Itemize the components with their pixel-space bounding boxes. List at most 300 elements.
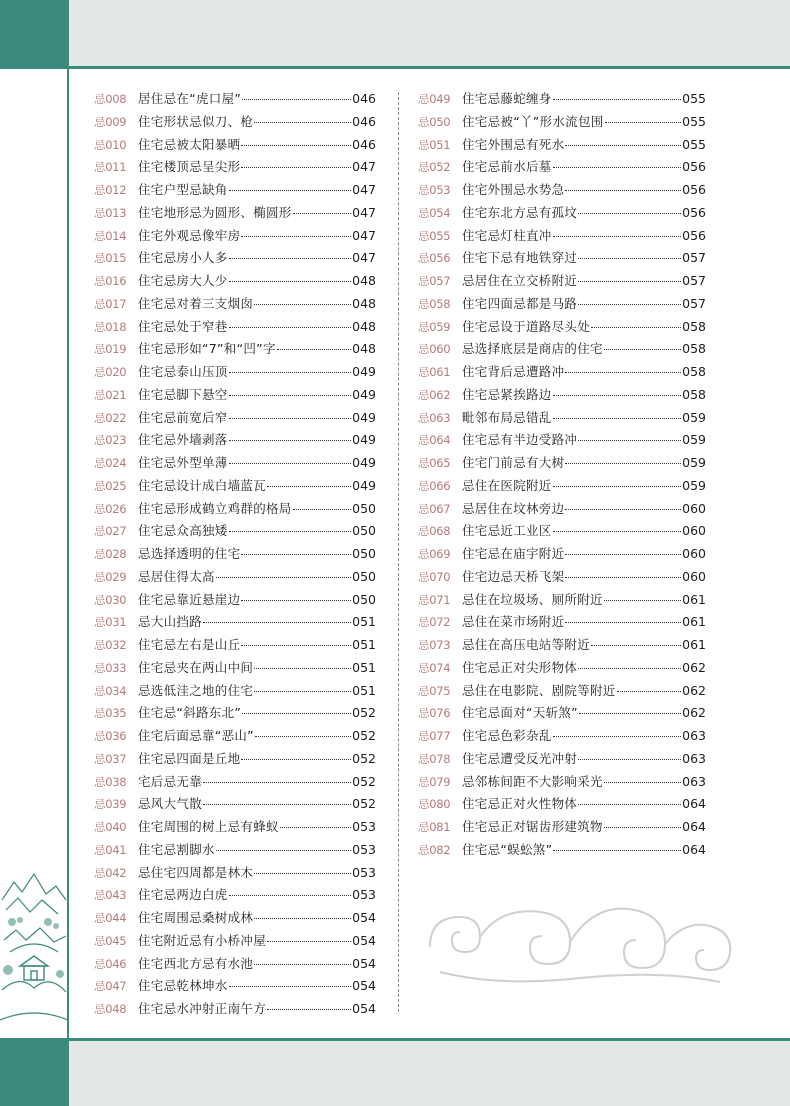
entry-code: 忌055 xyxy=(418,228,451,243)
entry-page-number: 047 xyxy=(352,227,376,243)
entry-page-number: 051 xyxy=(352,637,376,652)
entry-code: 忌031 xyxy=(94,615,127,630)
toc-entry[interactable] xyxy=(94,247,376,270)
toc-entry[interactable] xyxy=(94,793,376,816)
entry-code: 忌016 xyxy=(94,274,127,288)
entry-page-number: 061 xyxy=(682,637,706,652)
entry-title: 忌选择底层是商店的住宅 xyxy=(462,341,603,357)
dot-leader xyxy=(553,850,681,851)
entry-code: 忌059 xyxy=(418,319,451,334)
entry-page-number: 060 xyxy=(682,568,706,584)
toc-entry[interactable] xyxy=(418,839,706,862)
toc-entry[interactable] xyxy=(418,771,706,794)
toc-entry[interactable] xyxy=(94,270,376,293)
entry-page-number: 049 xyxy=(352,432,376,448)
toc-entry[interactable] xyxy=(418,270,706,293)
entry-title: 住宅形状忌似刀、枪 xyxy=(138,113,254,129)
entry-page-number: 052 xyxy=(352,773,376,789)
entry-page-number: 064 xyxy=(682,819,706,834)
entry-code: 忌074 xyxy=(418,660,451,675)
toc-entry[interactable] xyxy=(418,498,706,521)
dot-leader xyxy=(241,145,351,146)
entry-page-number: 059 xyxy=(682,409,706,425)
entry-page-number: 056 xyxy=(682,204,706,220)
entry-code: 忌058 xyxy=(418,296,451,311)
entry-title: 住宅忌被太阳暴晒 xyxy=(138,136,241,152)
dot-leader xyxy=(565,622,681,623)
toc-entry[interactable] xyxy=(418,589,706,612)
entry-title: 住宅忌乾林坤水 xyxy=(138,978,228,994)
toc-entry[interactable] xyxy=(94,498,376,521)
dot-leader xyxy=(229,463,352,464)
entry-page-number: 050 xyxy=(352,591,376,607)
entry-code: 忌073 xyxy=(418,638,451,652)
dot-leader xyxy=(578,213,681,214)
entry-page-number: 053 xyxy=(352,819,376,834)
entry-title: 住宅忌左右是山丘 xyxy=(138,637,241,652)
dot-leader xyxy=(578,258,681,259)
entry-code: 忌070 xyxy=(418,569,451,584)
entry-title: 住宅忌夹在两山中间 xyxy=(138,659,254,675)
dot-leader xyxy=(267,1009,351,1010)
dot-leader xyxy=(604,827,681,828)
entry-title: 忌居住得太高 xyxy=(138,568,215,584)
dot-leader xyxy=(229,372,352,373)
toc-entry[interactable] xyxy=(94,589,376,612)
toc-entry[interactable] xyxy=(94,407,376,430)
dot-leader xyxy=(229,986,352,987)
dot-leader xyxy=(229,440,352,441)
entry-page-number: 058 xyxy=(682,341,706,357)
dot-leader xyxy=(553,395,682,396)
dot-leader xyxy=(203,622,351,623)
toc-entry[interactable] xyxy=(94,452,376,475)
dot-leader xyxy=(617,691,682,692)
entry-title: 住宅外围忌水势急 xyxy=(462,182,565,197)
entry-title: 住宅忌房大人少 xyxy=(138,273,228,288)
entry-title: 住宅附近忌有小桥冲屋 xyxy=(138,932,267,948)
toc-entry[interactable] xyxy=(418,680,706,703)
entry-code: 忌010 xyxy=(94,137,127,152)
entry-code: 忌076 xyxy=(418,706,451,721)
toc-entry[interactable] xyxy=(94,953,376,976)
toc-entry[interactable] xyxy=(94,225,376,248)
entry-page-number: 054 xyxy=(352,955,376,971)
toc-entry[interactable] xyxy=(418,134,706,157)
toc-entry[interactable] xyxy=(94,316,376,339)
entry-code: 忌025 xyxy=(94,478,127,493)
entry-code: 忌044 xyxy=(94,911,127,925)
dot-leader xyxy=(578,804,681,805)
toc-entry[interactable] xyxy=(418,634,706,657)
dot-leader xyxy=(578,281,681,282)
entry-page-number: 053 xyxy=(352,841,376,857)
entry-title: 住宅门前忌有大树 xyxy=(462,455,565,470)
entry-title: 住宅楼顶忌呈尖形 xyxy=(138,159,241,175)
dot-leader xyxy=(229,190,352,191)
entry-code: 忌064 xyxy=(418,433,451,448)
toc-entry[interactable] xyxy=(418,702,706,725)
entry-title: 住宅东北方忌有孤坟 xyxy=(462,204,578,220)
dot-leader xyxy=(241,759,351,760)
toc-entry[interactable] xyxy=(418,293,706,316)
entry-title: 居住忌在“虎口屋” xyxy=(138,91,242,106)
dot-leader xyxy=(280,827,351,828)
entry-code: 忌077 xyxy=(418,729,451,743)
dot-leader xyxy=(241,600,351,601)
entry-page-number: 052 xyxy=(352,796,376,812)
entry-title: 忌住在垃圾场、厕所附近 xyxy=(462,591,603,607)
toc-entry[interactable] xyxy=(94,702,376,725)
entry-code: 忌009 xyxy=(94,114,127,129)
toc-entry[interactable] xyxy=(94,839,376,862)
dot-leader xyxy=(578,440,681,441)
toc-entry[interactable] xyxy=(94,429,376,452)
toc-entry[interactable] xyxy=(418,657,706,680)
dot-leader xyxy=(254,668,351,669)
entry-page-number: 048 xyxy=(352,273,376,288)
entry-title: 住宅忌藤蛇缠身 xyxy=(462,91,552,106)
toc-entry[interactable] xyxy=(94,293,376,316)
entry-title: 住宅四面忌都是马路 xyxy=(462,295,578,311)
entry-code: 忌034 xyxy=(94,683,127,698)
dot-leader xyxy=(229,395,352,396)
entry-title: 忌邻栋间距不大影响采光 xyxy=(462,773,603,789)
entry-page-number: 054 xyxy=(352,978,376,994)
dot-leader xyxy=(604,349,681,350)
entry-code: 忌014 xyxy=(94,228,127,243)
toc-entry[interactable] xyxy=(94,384,376,407)
dot-leader xyxy=(578,304,681,305)
entry-code: 忌078 xyxy=(418,751,451,766)
entry-page-number: 054 xyxy=(352,910,376,925)
entry-page-number: 052 xyxy=(352,705,376,721)
toc-entry[interactable] xyxy=(94,657,376,680)
entry-page-number: 054 xyxy=(352,932,376,948)
dot-leader xyxy=(254,691,351,692)
dot-leader xyxy=(267,941,351,942)
toc-entry[interactable] xyxy=(418,407,706,430)
entry-page-number: 064 xyxy=(682,796,706,812)
toc-entry[interactable] xyxy=(94,680,376,703)
toc-entry[interactable] xyxy=(94,748,376,771)
toc-entry[interactable] xyxy=(94,566,376,589)
entry-title: 忌选择透明的住宅 xyxy=(138,546,241,561)
entry-code: 忌020 xyxy=(94,365,127,379)
dot-leader xyxy=(216,850,351,851)
toc-entry[interactable] xyxy=(418,452,706,475)
corner-block-bottom xyxy=(0,1040,68,1106)
entry-code: 忌011 xyxy=(94,160,127,175)
entry-page-number: 060 xyxy=(682,500,706,516)
toc-entry[interactable] xyxy=(94,975,376,998)
entry-title: 忌选低洼之地的住宅 xyxy=(138,682,254,698)
entry-page-number: 057 xyxy=(682,250,706,266)
dot-leader xyxy=(229,327,352,328)
toc-entry[interactable] xyxy=(418,793,706,816)
entry-code: 忌018 xyxy=(94,319,127,334)
dot-leader xyxy=(553,236,682,237)
entry-title: 住宅外围忌有死水 xyxy=(462,136,565,152)
toc-entry[interactable] xyxy=(418,429,706,452)
dot-leader xyxy=(216,577,351,578)
toc-entry[interactable] xyxy=(418,247,706,270)
dot-leader xyxy=(229,281,352,282)
entry-page-number: 051 xyxy=(352,614,376,630)
toc-entry[interactable] xyxy=(418,816,706,839)
dot-leader xyxy=(203,804,351,805)
entry-code: 忌038 xyxy=(94,774,127,789)
entry-page-number: 058 xyxy=(682,318,706,334)
entry-code: 忌075 xyxy=(418,683,451,698)
entry-page-number: 047 xyxy=(352,250,376,266)
toc-entry[interactable] xyxy=(418,179,706,202)
entry-code: 忌051 xyxy=(418,137,451,152)
toc-entry[interactable] xyxy=(418,225,706,248)
dot-leader xyxy=(605,122,682,123)
top-bar xyxy=(68,0,790,68)
entry-title: 住宅周围的树上忌有蜂蚁 xyxy=(138,819,279,834)
entry-code: 忌071 xyxy=(418,592,451,607)
toc-entry[interactable] xyxy=(94,930,376,953)
entry-page-number: 060 xyxy=(682,523,706,539)
toc-entry[interactable] xyxy=(94,111,376,134)
entry-code: 忌050 xyxy=(418,114,451,129)
toc-entry[interactable] xyxy=(94,816,376,839)
toc-entry[interactable] xyxy=(94,361,376,384)
entry-title: 毗邻布局忌错乱 xyxy=(462,409,552,425)
toc-entry[interactable] xyxy=(418,384,706,407)
entry-title: 住宅忌色彩杂乱 xyxy=(462,728,552,743)
entry-page-number: 046 xyxy=(352,113,376,129)
entry-code: 忌081 xyxy=(418,820,451,834)
entry-title: 住宅忌割脚水 xyxy=(138,841,215,857)
entry-code: 忌049 xyxy=(418,92,451,106)
entry-page-number: 060 xyxy=(682,546,706,561)
entry-page-number: 055 xyxy=(682,91,706,106)
entry-code: 忌069 xyxy=(418,547,451,561)
entry-code: 忌072 xyxy=(418,615,451,630)
toc-entry[interactable] xyxy=(94,179,376,202)
entry-code: 忌040 xyxy=(94,820,127,834)
dot-leader xyxy=(604,782,681,783)
entry-code: 忌028 xyxy=(94,547,127,561)
dot-leader xyxy=(553,418,682,419)
entry-title: 忌居住在坟林旁边 xyxy=(462,500,565,516)
entry-title: 住宅忌房小人多 xyxy=(138,250,228,266)
toc-entry[interactable] xyxy=(418,88,706,111)
entry-code: 忌017 xyxy=(94,296,127,311)
entry-code: 忌082 xyxy=(418,842,451,857)
entry-page-number: 051 xyxy=(352,682,376,698)
toc-entry[interactable] xyxy=(418,316,706,339)
entry-title: 住宅忌正对尖形物体 xyxy=(462,659,578,675)
toc-entry[interactable] xyxy=(94,725,376,748)
toc-entry[interactable] xyxy=(94,771,376,794)
frame-line-top xyxy=(0,66,790,69)
toc-entry[interactable] xyxy=(94,634,376,657)
entry-page-number: 059 xyxy=(682,432,706,448)
toc-entry[interactable] xyxy=(418,202,706,225)
entry-code: 忌079 xyxy=(418,774,451,789)
entry-title: 住宅忌处于窄巷 xyxy=(138,318,228,334)
entry-page-number: 048 xyxy=(352,341,376,357)
entry-code: 忌026 xyxy=(94,501,127,516)
dot-leader xyxy=(553,486,682,487)
entry-code: 忌048 xyxy=(94,1002,127,1016)
entry-page-number: 050 xyxy=(352,523,376,539)
entry-title: 住宅忌有半边受路冲 xyxy=(462,432,578,448)
entry-title: 忌住在电影院、剧院等附近 xyxy=(462,682,616,698)
entry-code: 忌066 xyxy=(418,478,451,493)
entry-code: 忌012 xyxy=(94,183,127,197)
toc-entry[interactable] xyxy=(418,566,706,589)
dot-leader xyxy=(553,736,682,737)
toc-entry[interactable] xyxy=(94,156,376,179)
auspicious-cloud-ornament xyxy=(420,892,740,992)
toc-entry[interactable] xyxy=(418,520,706,543)
dot-leader xyxy=(254,873,351,874)
entry-title: 住宅下忌有地铁穿过 xyxy=(462,250,578,266)
dot-leader xyxy=(229,895,352,896)
toc-entry[interactable] xyxy=(94,520,376,543)
entry-code: 忌056 xyxy=(418,251,451,266)
entry-page-number: 052 xyxy=(352,750,376,766)
toc-entry[interactable] xyxy=(418,361,706,384)
toc-entry[interactable] xyxy=(94,907,376,930)
dot-leader xyxy=(604,600,681,601)
entry-code: 忌039 xyxy=(94,797,127,812)
entry-page-number: 049 xyxy=(352,364,376,379)
entry-code: 忌068 xyxy=(418,524,451,539)
dot-leader xyxy=(254,964,351,965)
entry-page-number: 063 xyxy=(682,728,706,743)
toc-entry[interactable] xyxy=(418,611,706,634)
toc-entry[interactable] xyxy=(94,202,376,225)
bottom-bar xyxy=(68,1040,790,1106)
dot-leader xyxy=(553,99,682,100)
entry-title: 住宅忌脚下悬空 xyxy=(138,386,228,402)
entry-title: 住宅后面忌靠“恶山” xyxy=(138,728,254,743)
entry-code: 忌045 xyxy=(94,933,127,948)
corner-block-top xyxy=(0,0,68,68)
frame-line-bottom xyxy=(0,1038,790,1041)
dot-leader xyxy=(565,509,681,510)
toc-column-left xyxy=(94,88,376,1021)
toc-entry[interactable] xyxy=(418,338,706,361)
toc-entry[interactable] xyxy=(94,88,376,111)
toc-column-right xyxy=(418,88,706,862)
entry-code: 忌033 xyxy=(94,660,127,675)
toc-entry[interactable] xyxy=(418,475,706,498)
entry-page-number: 063 xyxy=(682,773,706,789)
toc-entry[interactable] xyxy=(94,998,376,1021)
entry-title: 住宅忌正对锯齿形建筑物 xyxy=(462,819,603,834)
entry-page-number: 054 xyxy=(352,1001,376,1016)
entry-page-number: 051 xyxy=(352,659,376,675)
toc-entry[interactable] xyxy=(94,475,376,498)
toc-entry[interactable] xyxy=(94,134,376,157)
toc-entry[interactable] xyxy=(418,543,706,566)
entry-page-number: 052 xyxy=(352,728,376,743)
entry-title: 住宅忌对着三支烟囱 xyxy=(138,295,254,311)
entry-code: 忌046 xyxy=(94,956,127,971)
entry-page-number: 063 xyxy=(682,750,706,766)
entry-code: 忌057 xyxy=(418,274,451,288)
toc-entry[interactable] xyxy=(94,884,376,907)
entry-title: 住宅忌外墙剥落 xyxy=(138,432,228,448)
entry-page-number: 050 xyxy=(352,568,376,584)
toc-entry[interactable] xyxy=(418,748,706,771)
entry-title: 忌风大气散 xyxy=(138,796,203,812)
dot-leader xyxy=(229,258,352,259)
entry-page-number: 058 xyxy=(682,386,706,402)
entry-code: 忌036 xyxy=(94,729,127,743)
entry-title: 住宅忌泰山压顶 xyxy=(138,364,228,379)
entry-title: 住宅西北方忌有水池 xyxy=(138,955,254,971)
toc-entry[interactable] xyxy=(94,611,376,634)
entry-code: 忌019 xyxy=(94,342,127,357)
dot-leader xyxy=(241,645,351,646)
landscape-illustration xyxy=(0,870,68,1030)
entry-title: 住宅地形忌为圆形、椭圆形 xyxy=(138,204,292,220)
entry-page-number: 055 xyxy=(682,113,706,129)
dot-leader xyxy=(241,554,351,555)
entry-title: 住宅忌外型单薄 xyxy=(138,455,228,470)
toc-entry[interactable] xyxy=(418,725,706,748)
entry-code: 忌021 xyxy=(94,387,127,402)
entry-code: 忌067 xyxy=(418,501,451,516)
entry-page-number: 057 xyxy=(682,273,706,288)
dot-leader xyxy=(241,167,351,168)
entry-title: 住宅忌设计成白墙蓝瓦 xyxy=(138,477,267,493)
toc-entry[interactable] xyxy=(94,543,376,566)
dot-leader xyxy=(241,236,351,237)
entry-title: 住宅忌紧挨路边 xyxy=(462,386,552,402)
entry-page-number: 047 xyxy=(352,182,376,197)
toc-entry[interactable] xyxy=(94,862,376,885)
dot-leader xyxy=(242,99,351,100)
entry-title: 忌大山挡路 xyxy=(138,614,203,630)
entry-code: 忌062 xyxy=(418,387,451,402)
entry-code: 忌080 xyxy=(418,797,451,812)
entry-page-number: 049 xyxy=(352,455,376,470)
entry-title: 忌住宅四周都是林木 xyxy=(138,864,254,880)
entry-title: 住宅忌众高独矮 xyxy=(138,523,228,539)
entry-title: 住宅忌设于道路尽头处 xyxy=(462,318,591,334)
entry-title: 住宅忌靠近悬崖边 xyxy=(138,591,241,607)
entry-page-number: 048 xyxy=(352,318,376,334)
dot-leader xyxy=(203,782,351,783)
entry-title: 住宅忌“蜈蚣煞” xyxy=(462,841,553,857)
dot-leader xyxy=(565,145,681,146)
entry-code: 忌032 xyxy=(94,638,127,652)
dot-leader xyxy=(565,577,681,578)
entry-page-number: 064 xyxy=(682,841,706,857)
entry-page-number: 049 xyxy=(352,409,376,425)
toc-entry[interactable] xyxy=(418,156,706,179)
entry-title: 住宅忌“斜路东北” xyxy=(138,705,242,721)
entry-page-number: 050 xyxy=(352,546,376,561)
toc-entry[interactable] xyxy=(94,338,376,361)
dot-leader xyxy=(565,190,681,191)
entry-page-number: 055 xyxy=(682,136,706,152)
entry-title: 住宅忌灯柱直冲 xyxy=(462,227,552,243)
entry-page-number: 061 xyxy=(682,591,706,607)
entry-title: 忌住在高压电站等附近 xyxy=(462,637,591,652)
dot-leader xyxy=(591,645,681,646)
toc-entry[interactable] xyxy=(418,111,706,134)
